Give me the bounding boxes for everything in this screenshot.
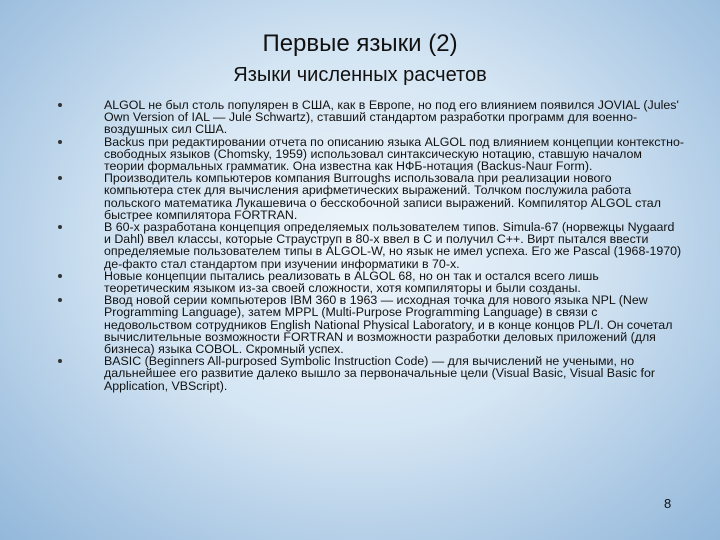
bullet-item: [0, 355, 684, 392]
bullet-dot-icon: [58, 298, 62, 302]
bullet-text: Ввод новой серии компьютеров IBM 360 в 1963 — исходная точка для нового языка NPL (New Programming Language), затем MPPL (Multi-Purpose Programming Language) в связи с недовольством сотрудников English National Physical Laboratory, и в конце концов PL/I. Он сочетал вычислительные возможности FORTRAN и возможности разработки деловых приложений (для бизнеса) языка COBOL. Скромный успех.: [104, 293, 673, 357]
bullet-text: Backus при редактировании отчета по описанию языка ALGOL под влиянием концепции контекстно-свободных языков (Chomsky, 1959) использовал синтаксическую нотацию, ставшую началом теории формальных грамматик. Она известна как НФБ-нотация (Backus-Naur Form).: [104, 134, 684, 174]
slide-subtitle: Языки численных расчетов: [233, 64, 487, 86]
bullet-dot-icon: [58, 176, 62, 180]
bullet-text: В 60-х разработана концепция определяемых пользователем типов. Simula-67 (норвежцы Nygaard и Dahl) ввел классы, которые Страуструп в 80-х ввел в С и получил C++. Вирт пытался ввести определяемые пользователем типы в ALGOL-W, но язык не имел успеха. Его же Pascal (1968‑1970) де-факто стал стандартом при изучении информатики в 70-х.: [104, 220, 682, 271]
bullet-dot-icon: [58, 359, 62, 363]
page-number: 8: [664, 496, 672, 511]
bullet-dot-icon: [58, 274, 62, 278]
bullet-item: [0, 99, 684, 136]
bullet-item: [0, 294, 684, 355]
slide-title: Первые языки (2): [262, 30, 458, 57]
bullet-dot-icon: [58, 140, 62, 144]
bullet-text: BASIC (Beginners All-purposed Symbolic Instruction Code) — для вычислений не учеными, но дальнейшее его развитие далеко вышло за первоначальные цели (Visual Basic, Visual Basic for Application, VBScript).: [104, 354, 656, 393]
bullet-list: [0, 99, 720, 392]
bullet-text: Новые концепции пытались реализовать в ALGOL 68, но он так и остался всего лишь теоретическим языком из‑за своей сложности, хотя компиляторы и были созданы.: [104, 268, 599, 296]
bullet-text: ALGOL не был столь популярен в США, как в Европе, но под его влиянием появился JOVIAL (Jules' Own Version of IAL — Jule Schwartz), ставший стандартом разработки программ для военно-воздушных сил США.: [104, 98, 679, 137]
bullet-dot-icon: [58, 225, 62, 229]
bullet-item: [0, 172, 684, 221]
bullet-text: Производитель компьютеров компания Burroughs использовала при реализации нового компьютера стек для вычисления арифметических выражений. Толчком послужила работа польского математика Лукашевича о бесскобочной записи выражений. Компилятор ALGOL стал быстрее компилятора FORTRAN.: [104, 171, 661, 222]
bullet-item: [0, 270, 684, 294]
bullet-dot-icon: [58, 103, 62, 107]
bullet-item: [0, 136, 684, 173]
bullet-item: [0, 221, 684, 270]
